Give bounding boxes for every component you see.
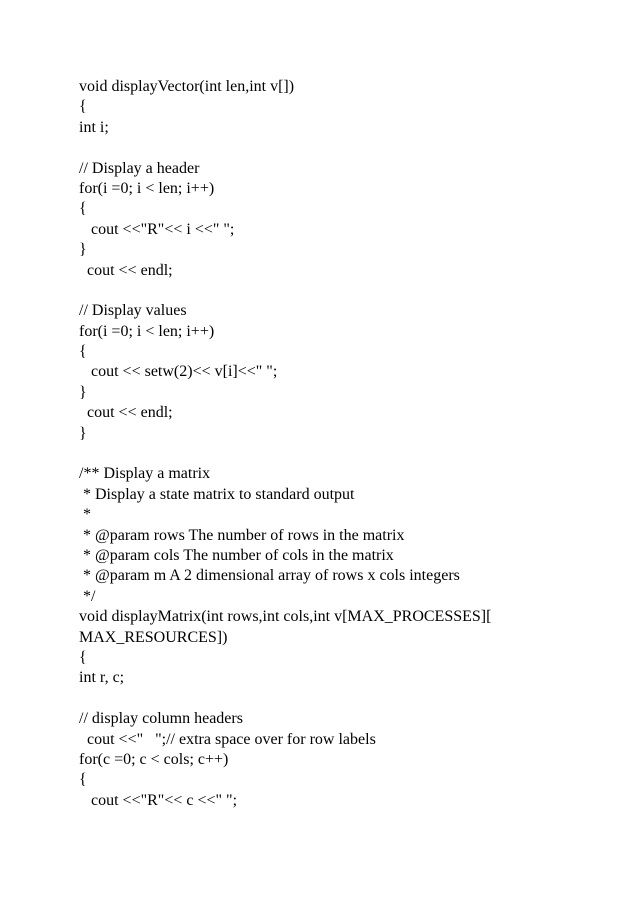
code-line: * @param rows The number of rows in the matrix — [79, 526, 405, 544]
code-line: { — [79, 200, 87, 218]
blank-line — [79, 444, 624, 464]
code-line: MAX_RESOURCES]) — [79, 628, 228, 646]
code-line: * @param cols The number of cols in the matrix — [79, 546, 394, 564]
code-line: * @param m A 2 dimensional array of rows x cols integers — [79, 567, 460, 585]
code-line: cout <<" ";// extra space over for row labels — [79, 730, 376, 748]
code-line: } — [79, 424, 87, 442]
code-listing — [79, 77, 624, 811]
code-line: for(i =0; i < len; i++) — [79, 322, 215, 340]
code-line: cout << setw(2)<< v[i]<<" "; — [79, 363, 278, 381]
code-line: * — [79, 506, 91, 524]
code-line: { — [79, 98, 87, 116]
code-line: { — [79, 343, 87, 361]
code-line: cout <<"R"<< i <<" "; — [79, 220, 235, 238]
blank-line — [79, 689, 624, 709]
code-line: // Display a header — [79, 159, 200, 177]
code-line: /** Display a matrix — [79, 465, 211, 483]
code-line: // Display values — [79, 302, 187, 320]
code-line: */ — [79, 587, 96, 605]
code-line: { — [79, 648, 87, 666]
code-line: } — [79, 241, 87, 259]
code-line: * Display a state matrix to standard output — [79, 485, 355, 503]
blank-line — [79, 281, 624, 301]
code-line: for(c =0; c < cols; c++) — [79, 750, 229, 768]
blank-line — [79, 138, 624, 158]
code-line: cout << endl; — [79, 404, 173, 422]
code-line: cout <<"R"<< c <<" "; — [79, 791, 238, 809]
code-line: for(i =0; i < len; i++) — [79, 179, 215, 197]
code-line: void displayVector(int len,int v[]) — [79, 78, 295, 95]
code-line: { — [79, 771, 87, 789]
code-line: int r, c; — [79, 669, 125, 687]
code-line: } — [79, 383, 87, 401]
code-line: // display column headers — [79, 710, 243, 728]
code-line: void displayMatrix(int rows,int cols,int v[MAX_PROCESSES][ — [79, 608, 492, 626]
code-line: int i; — [79, 118, 109, 136]
code-line: cout << endl; — [79, 261, 173, 279]
